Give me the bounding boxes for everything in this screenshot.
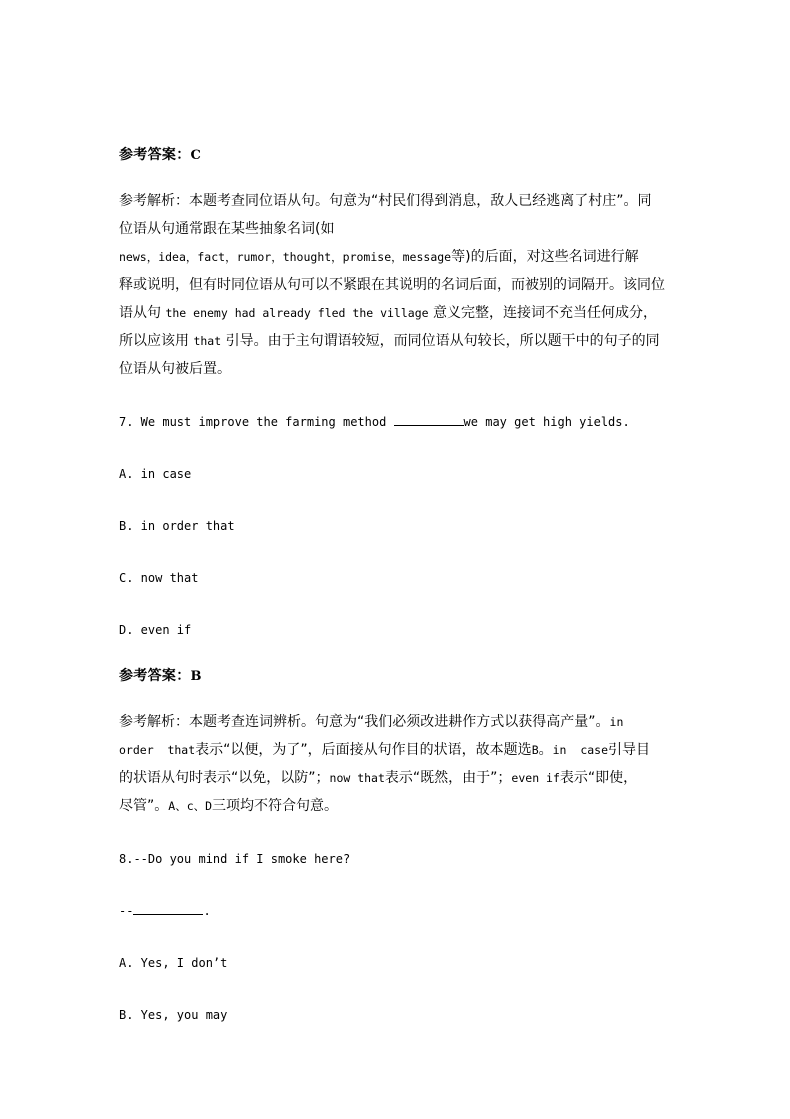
analysis-line: 位语从句通常跟在某些抽象名词(如: [119, 221, 335, 237]
answer-value: C: [190, 148, 202, 163]
q7-option-b: B. in order that: [119, 519, 235, 533]
q7-answer: [119, 667, 202, 686]
q7-option-a: A. in case: [119, 467, 192, 481]
q8-option-b: B. Yes, you may: [119, 1008, 228, 1022]
q6-answer: [119, 146, 201, 165]
q8-stem: 8.--Do you mind if I smoke here?: [119, 852, 351, 866]
analysis-line: 参考解析：本题考查连词辨析。句意为“我们必须改进耕作方式以获得高产量”。in: [119, 714, 624, 730]
analysis-line: 参考解析：本题考查同位语从句。句意为“村民们得到消息，敌人已经逃离了村庄”。同: [119, 193, 652, 209]
q7-stem: 7. We must improve the farming method we may get high yields.: [119, 415, 630, 429]
analysis-line: 语从句 the enemy had already fled the village 意义完整，连接词不充当任何成分，: [119, 305, 658, 321]
q7-analysis: [119, 708, 675, 820]
q8-reply: -- .: [119, 904, 211, 918]
answer-blank: [394, 413, 464, 426]
analysis-line: 位语从句被后置。: [119, 361, 231, 377]
q7-option-c: C. now that: [119, 571, 199, 585]
answer-blank: [133, 902, 203, 915]
analysis-line: 的状语从句时表示“以免，以防”；now that表示“既然，由于”；even if表示“即使，: [119, 770, 638, 786]
analysis-line: news，idea，fact，rumor，thought，promise，message等)的后面，对这些名词进行解: [119, 249, 639, 265]
q6-analysis: [119, 187, 675, 383]
q7-option-d: D. even if: [119, 623, 192, 637]
answer-label: 参考答案：: [119, 147, 191, 163]
analysis-line: 所以应该用 that 引导。由于主句谓语较短，而同位语从句较长，所以题干中的句子的同: [119, 333, 660, 349]
q8-option-a: A. Yes, I don’t: [119, 956, 228, 970]
answer-value: B: [190, 669, 202, 684]
analysis-line: 尽管”。A、c、D三项均不符合句意。: [119, 798, 339, 814]
analysis-line: 释或说明，但有时同位语从句可以不紧跟在其说明的名词后面，而被别的词隔开。该同位: [119, 277, 665, 293]
answer-label: 参考答案：: [119, 668, 191, 684]
analysis-line: order that表示“以便，为了”，后面接从句作目的状语，故本题选B。in case引导目: [119, 742, 651, 758]
